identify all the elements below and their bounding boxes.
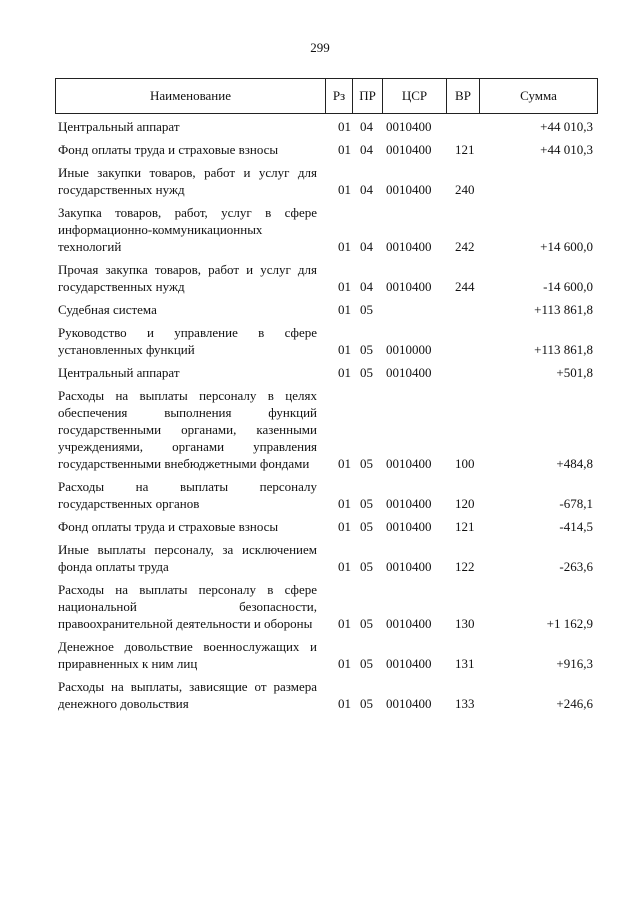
cell-sum: +484,8 bbox=[556, 456, 593, 471]
table-row bbox=[55, 118, 597, 141]
page-number: 299 bbox=[310, 40, 330, 55]
table-row bbox=[55, 678, 597, 718]
cell-csr: 0010400 bbox=[386, 142, 432, 157]
cell-rz: 01 bbox=[338, 119, 351, 134]
cell-sum: +44 010,3 bbox=[540, 119, 593, 134]
cell-csr: 0010400 bbox=[386, 456, 432, 471]
cell-vr bbox=[446, 324, 479, 364]
cell-sum: +246,6 bbox=[556, 696, 593, 711]
cell-pr: 05 bbox=[360, 616, 373, 631]
cell-pr: 04 bbox=[360, 119, 373, 134]
header-name: Наименование bbox=[56, 79, 326, 114]
cell-rz: 01 bbox=[338, 559, 351, 574]
cell-rz: 01 bbox=[338, 182, 351, 197]
cell-vr: 133 bbox=[455, 696, 475, 711]
header-sum: Сумма bbox=[480, 79, 598, 114]
cell-pr: 04 bbox=[360, 279, 373, 294]
cell-name: Центральный аппарат bbox=[58, 119, 180, 134]
cell-vr: 121 bbox=[455, 519, 475, 534]
cell-pr: 04 bbox=[360, 239, 373, 254]
cell-vr bbox=[446, 301, 479, 324]
cell-pr: 05 bbox=[360, 302, 373, 317]
table-row bbox=[55, 301, 597, 324]
cell-vr bbox=[446, 364, 479, 387]
cell-vr: 100 bbox=[455, 456, 475, 471]
cell-name: Закупка товаров, работ, услуг в сфере информационно-коммуникационных технологий bbox=[58, 205, 317, 254]
cell-csr: 0010400 bbox=[386, 519, 432, 534]
cell-csr: 0010400 bbox=[386, 656, 432, 671]
cell-name: Прочая закупка товаров, работ и услуг для государственных нужд bbox=[58, 262, 317, 294]
cell-pr: 05 bbox=[360, 656, 373, 671]
cell-pr: 04 bbox=[360, 182, 373, 197]
table-row bbox=[55, 261, 597, 301]
table-row bbox=[55, 141, 597, 164]
table-row bbox=[55, 364, 597, 387]
cell-name: Иные закупки товаров, работ и услуг для государственных нужд bbox=[58, 165, 317, 197]
cell-rz: 01 bbox=[338, 496, 351, 511]
cell-sum: -678,1 bbox=[559, 496, 593, 511]
cell-name: Расходы на выплаты персоналу в сфере национальной безопасности, правоохранительной деятельности и обороны bbox=[58, 582, 317, 631]
table-row bbox=[55, 541, 597, 581]
cell-sum: -263,6 bbox=[559, 559, 593, 574]
cell-rz: 01 bbox=[338, 142, 351, 157]
cell-name: Судебная система bbox=[58, 302, 157, 317]
budget-rows bbox=[55, 118, 597, 718]
cell-csr: 0010400 bbox=[386, 616, 432, 631]
cell-rz: 01 bbox=[338, 302, 351, 317]
table-row bbox=[55, 204, 597, 261]
cell-rz: 01 bbox=[338, 239, 351, 254]
cell-pr: 05 bbox=[360, 559, 373, 574]
cell-csr: 0010400 bbox=[386, 696, 432, 711]
header-vr: ВР bbox=[447, 79, 480, 114]
cell-pr: 05 bbox=[360, 496, 373, 511]
header-rz: Рз bbox=[326, 79, 353, 114]
cell-sum: -14 600,0 bbox=[543, 279, 593, 294]
cell-pr: 05 bbox=[360, 519, 373, 534]
cell-sum: +501,8 bbox=[556, 365, 593, 380]
cell-sum: +113 861,8 bbox=[534, 302, 593, 317]
cell-rz: 01 bbox=[338, 456, 351, 471]
cell-name: Фонд оплаты труда и страховые взносы bbox=[58, 142, 279, 157]
cell-csr: 0010400 bbox=[386, 119, 432, 134]
cell-rz: 01 bbox=[338, 365, 351, 380]
cell-name: Центральный аппарат bbox=[58, 365, 180, 380]
cell-rz: 01 bbox=[338, 696, 351, 711]
cell-csr: 0010400 bbox=[386, 182, 432, 197]
cell-sum: +916,3 bbox=[556, 656, 593, 671]
cell-name: Расходы на выплаты, зависящие от размера денежного довольствия bbox=[58, 679, 317, 711]
cell-rz: 01 bbox=[338, 519, 351, 534]
cell-rz: 01 bbox=[338, 656, 351, 671]
cell-csr: 0010400 bbox=[386, 496, 432, 511]
cell-sum bbox=[479, 164, 597, 204]
table-row bbox=[55, 581, 597, 638]
cell-sum: -414,5 bbox=[559, 519, 593, 534]
cell-csr: 0010400 bbox=[386, 559, 432, 574]
cell-pr: 05 bbox=[360, 365, 373, 380]
header-csr: ЦСР bbox=[383, 79, 447, 114]
cell-pr: 04 bbox=[360, 142, 373, 157]
table-row bbox=[55, 638, 597, 678]
cell-vr: 131 bbox=[455, 656, 475, 671]
cell-sum: +113 861,8 bbox=[534, 342, 593, 357]
cell-vr: 242 bbox=[455, 239, 475, 254]
cell-rz: 01 bbox=[338, 342, 351, 357]
cell-csr: 0010400 bbox=[386, 279, 432, 294]
cell-pr: 05 bbox=[360, 456, 373, 471]
cell-csr: 0010000 bbox=[386, 342, 432, 357]
table-row bbox=[55, 324, 597, 364]
cell-csr: 0010400 bbox=[386, 365, 432, 380]
cell-name: Расходы на выплаты персоналу в целях обеспечения выполнения функций государственными органами, казенными учреждениями, органами управления государственными внебюджетными фондами bbox=[58, 388, 317, 471]
cell-csr bbox=[382, 301, 446, 324]
cell-name: Денежное довольствие военнослужащих и приравненных к ним лиц bbox=[58, 639, 317, 671]
cell-vr: 244 bbox=[455, 279, 475, 294]
cell-vr: 122 bbox=[455, 559, 475, 574]
cell-csr: 0010400 bbox=[386, 239, 432, 254]
cell-name: Иные выплаты персоналу, за исключением фонда оплаты труда bbox=[58, 542, 317, 574]
cell-vr: 121 bbox=[455, 142, 475, 157]
table-row bbox=[55, 518, 597, 541]
table-row bbox=[55, 164, 597, 204]
header-pr: ПР bbox=[353, 79, 383, 114]
cell-name: Расходы на выплаты персоналу государственных органов bbox=[58, 479, 317, 511]
cell-vr bbox=[446, 118, 479, 141]
table-row bbox=[55, 387, 597, 478]
budget-table bbox=[55, 118, 597, 718]
table-header bbox=[55, 78, 598, 114]
cell-rz: 01 bbox=[338, 616, 351, 631]
cell-name: Руководство и управление в сфере установленных функций bbox=[58, 325, 317, 357]
cell-rz: 01 bbox=[338, 279, 351, 294]
cell-pr: 05 bbox=[360, 342, 373, 357]
cell-sum: +1 162,9 bbox=[546, 616, 593, 631]
cell-sum: +44 010,3 bbox=[540, 142, 593, 157]
cell-vr: 120 bbox=[455, 496, 475, 511]
table-row bbox=[55, 478, 597, 518]
cell-vr: 240 bbox=[455, 182, 475, 197]
cell-name: Фонд оплаты труда и страховые взносы bbox=[58, 519, 279, 534]
cell-sum: +14 600,0 bbox=[540, 239, 593, 254]
cell-pr: 05 bbox=[360, 696, 373, 711]
cell-vr: 130 bbox=[455, 616, 475, 631]
